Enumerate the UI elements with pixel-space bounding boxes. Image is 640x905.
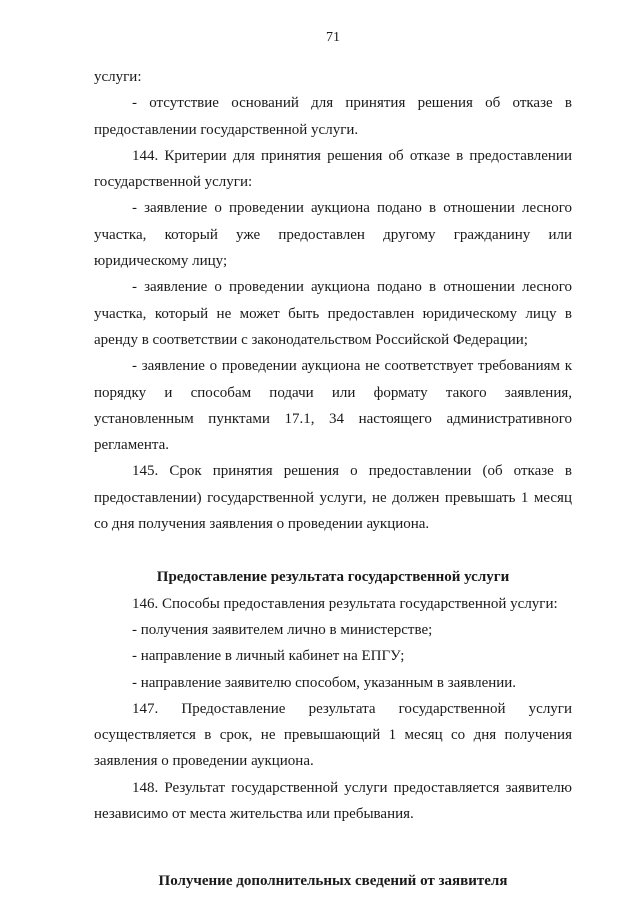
paragraph-1: - отсутствие оснований для принятия решения об отказе в предоставлении государственной услуги.	[94, 95, 572, 138]
section1-paragraph-3: - направление заявителю способом, указанным в заявлении.	[132, 674, 517, 691]
paragraph-2: 144. Критерии для принятия решения об отказе в предоставлении государственной услуги:	[94, 147, 572, 191]
section-spacer-2	[94, 827, 572, 868]
paragraph-4: - заявление о проведении аукциона подано в отношении лесного участка, который не может быть предоставлен юридическому лицу в аренду в соответствии с законодательством Российской Федерации;	[94, 279, 572, 348]
paragraph-3: - заявление о проведении аукциона подано в отношении лесного участка, который уже предоставлен другому гражданину или юридическому лицу;	[94, 200, 572, 270]
page-number: 71	[326, 30, 340, 45]
section1-paragraph-4: 147. Предоставление результата государственной услуги осуществляется в срок, не превышающий 1 месяц со дня получения заявления о проведении аукциона.	[94, 700, 572, 770]
section1-paragraph-1: - получения заявителем лично в министерстве;	[132, 621, 433, 638]
section-heading-additional-info: Получение дополнительных сведений от заявителя	[158, 873, 508, 890]
paragraph-6: 145. Срок принятия решения о предоставлении (об отказе в предоставлении) государственной услуги, не должен превышать 1 месяц со дня получения заявления о проведении аукциона.	[94, 463, 572, 533]
document-body	[94, 64, 572, 895]
paragraph-0: услуги:	[94, 69, 142, 85]
section1-paragraph-5: 148. Результат государственной услуги предоставляется заявителю независимо от места жительства или пребывания.	[94, 779, 572, 823]
section1-paragraph-0: 146. Способы предоставления результата государственной услуги:	[132, 595, 558, 612]
paragraph-5: - заявление о проведении аукциона не соответствует требованиям к порядку и способам подачи или формату такого заявления, установленным пунктами 17.1, 34 настоящего административного регламента.	[94, 358, 572, 454]
section-heading-result: Предоставление результата государственной услуги	[156, 569, 510, 586]
section-spacer	[94, 537, 572, 564]
section1-paragraph-2: - направление в личный кабинет на ЕПГУ;	[132, 648, 405, 665]
